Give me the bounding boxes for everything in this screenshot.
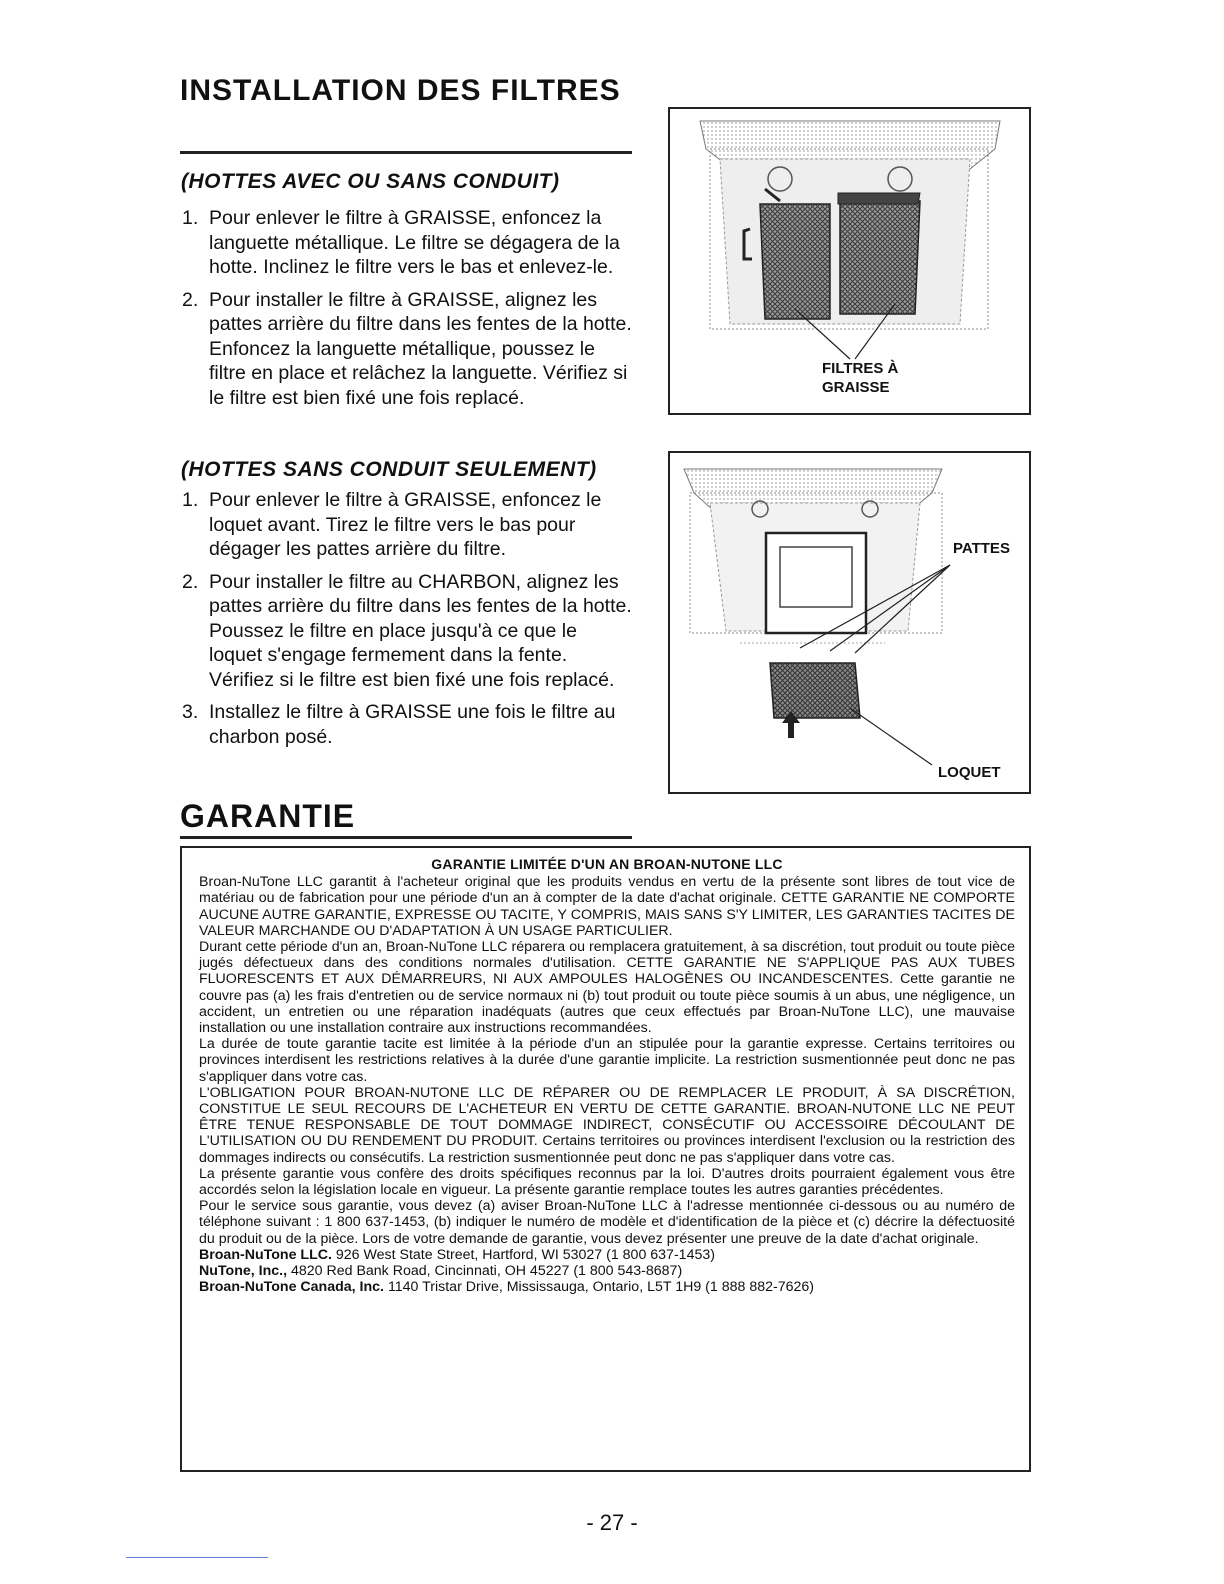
title-underline [180, 836, 632, 839]
company-name: NuTone, Inc., [199, 1263, 288, 1280]
steps-list-2 [182, 488, 634, 757]
warranty-box [180, 846, 1031, 1472]
step-text: Pour enlever le filtre à GRAISSE, enfoncez le loquet avant. Tirez le filtre vers le bas pour dégager les pattes arrière du filtre. [209, 489, 602, 560]
warranty-paragraph: Durant cette période d'un an, Broan-NuTone LLC réparera ou remplacera gratuitement, à sa discrétion, tout produit ou toute pièce jugés défectueux dans des conditions normales d'utilisation. CETTE GARANTIE NE S'APPLIQUE PAS AUX TUBES FLUORESCENTS ET AUX DÉMARREURS, NI AUX AMPOULES HALOGÈNES OU INCANDESCENTES. Cette garantie ne couvre pas (a) les frais d'entretien ou de service normaux ni (b) tout produit ou toute pièce soumis à un abus, une négligence, un accident, un entretien ou une réparation inadéquats (autres que ceux effectués par Broan-NuTone LLC), une mauvaise installation ou une installation contraire aux instructions recommandées. [199, 939, 1015, 1037]
warranty-paragraph: La durée de toute garantie tacite est limitée à la période d'un an stipulée pour la garantie expresse. Certains territoires ou provinces interdisent les restrictions relatives à la durée d'une garantie implicite. La restriction susmentionnée peut donc ne pas s'appliquer dans votre cas. [199, 1036, 1015, 1085]
company-address: 1140 Tristar Drive, Mississauga, Ontario, L5T 1H9 (1 888 882-7626) [387, 1279, 815, 1296]
hood-charcoal-filter-illustration [670, 453, 1029, 792]
steps-list-1 [182, 206, 634, 418]
figure-grease-filters [668, 107, 1031, 415]
page-number: - 27 - [586, 1510, 638, 1535]
warranty-paragraph: L'OBLIGATION POUR BROAN-NUTONE LLC DE RÉPARER OU DE REMPLACER LE PRODUIT, À SA DISCRÉTION, CONSTITUE LE SEUL RECOURS DE L'ACHETEUR EN VERTU DE CETTE GARANTIE. BROAN-NUTONE LLC NE PEUT ÊTRE TENUE RESPONSABLE DE TOUT DOMMAGE INDIRECT, CONSÉCUTIF OU ACCESSOIRE DÉCOULANT DE L'UTILISATION OU DU RENDEMENT DU PRODUIT. Certains territoires ou provinces interdisent l'exclusion ou la restriction des dommages indirects ou consécutifs. La restriction susmentionnée peut donc ne pas s'appliquer dans votre cas. [199, 1084, 1015, 1166]
title-underline [180, 151, 632, 154]
subheading-hottes-sans-conduit: (HOTTES SANS CONDUIT SEULEMENT) [181, 458, 597, 481]
label-loquet: LOQUET [938, 764, 1001, 781]
list-item [182, 288, 634, 411]
address-line [199, 1263, 1015, 1279]
company-name: Broan-NuTone Canada, Inc. [199, 1279, 384, 1296]
step-text: Pour enlever le filtre à GRAISSE, enfoncez la languette métallique. Le filtre se dégagera de la hotte. Inclinez le filtre vers le bas et enlevez-le. [209, 207, 620, 278]
step-number: 1. [182, 489, 199, 511]
step-number: 3. [182, 701, 199, 723]
step-text: Pour installer le filtre à GRAISSE, alignez les pattes arrière du filtre dans les fentes de la hotte. Enfoncez la languette métallique, poussez le filtre en place et relâchez la languette. Vérifiez si le filtre est bien fixé une fois replacé. [209, 288, 632, 409]
list-item [182, 700, 634, 749]
company-address: 926 West State Street, Hartford, WI 53027 (1 800 637-1453) [335, 1246, 715, 1263]
company-address: 4820 Red Bank Road, Cincinnati, OH 45227 (1 800 543-8687) [290, 1263, 683, 1280]
step-number: 2. [182, 570, 199, 593]
subheading-hottes-avec-ou-sans-conduit: (HOTTES AVEC OU SANS CONDUIT) [181, 170, 560, 193]
address-line [199, 1279, 1015, 1295]
step-text: Pour installer le filtre au CHARBON, alignez les pattes arrière du filtre dans les fentes de la hotte. Poussez le filtre en place jusqu'à ce que le loquet s'engage fermement dans la fente. Vérifiez si le filtre est bien fixé une fois replacé. [209, 570, 632, 691]
label-filtres-line2: GRAISSE [822, 379, 890, 396]
step-text: Installez le filtre à GRAISSE une fois le filtre au charbon posé. [209, 701, 616, 748]
step-number: 1. [182, 207, 199, 229]
warranty-paragraph: Pour le service sous garantie, vous devez (a) aviser Broan-NuTone LLC à l'adresse mentionnée ci-dessous ou au numéro de téléphone suivant : 1 800 637-1453, (b) indiquer le numéro de modèle et d'identification de la pièce et (c) décrire la défectuosité du produit ou de la pièce. Lors de votre demande de garantie, vous devez présenter une preuve de la date d'achat originale. [199, 1198, 1015, 1247]
list-item [182, 488, 634, 562]
label-filtres-line1: FILTRES À [822, 360, 899, 377]
company-name: Broan-NuTone LLC. [199, 1246, 332, 1263]
address-line [199, 1247, 1015, 1263]
section-title-garantie: GARANTIE [180, 798, 356, 834]
warranty-title: GARANTIE LIMITÉE D'UN AN BROAN-NUTONE LLC [431, 856, 783, 872]
label-pattes: PATTES [953, 540, 1010, 557]
figure-charcoal-filter [668, 451, 1031, 794]
warranty-paragraph: Broan-NuTone LLC garantit à l'acheteur original que les produits vendus en vertu de la présente sont libres de tout vice de matériau ou de fabrication pour une période d'un an à compter de la date d'achat originale. CETTE GARANTIE NE COMPORTE AUCUNE AUTRE GARANTIE, EXPRESSE OU TACITE, Y COMPRIS, MAIS SANS S'Y LIMITER, LES GARANTIES TACITES DE VALEUR MARCHANDE OU D'ADAPTATION À UN USAGE PARTICULIER. [199, 874, 1015, 939]
list-item [182, 206, 634, 280]
footer-rule [126, 1557, 268, 1558]
section-title-installation: INSTALLATION DES FILTRES [180, 74, 621, 107]
step-number: 2. [182, 288, 199, 311]
list-item [182, 570, 634, 693]
warranty-paragraph: La présente garantie vous confère des droits spécifiques reconnus par la loi. D'autres droits pourraient également vous être accordés selon la législation locale en vigueur. La présente garantie remplace toutes les autres garanties précédentes. [199, 1165, 1015, 1199]
